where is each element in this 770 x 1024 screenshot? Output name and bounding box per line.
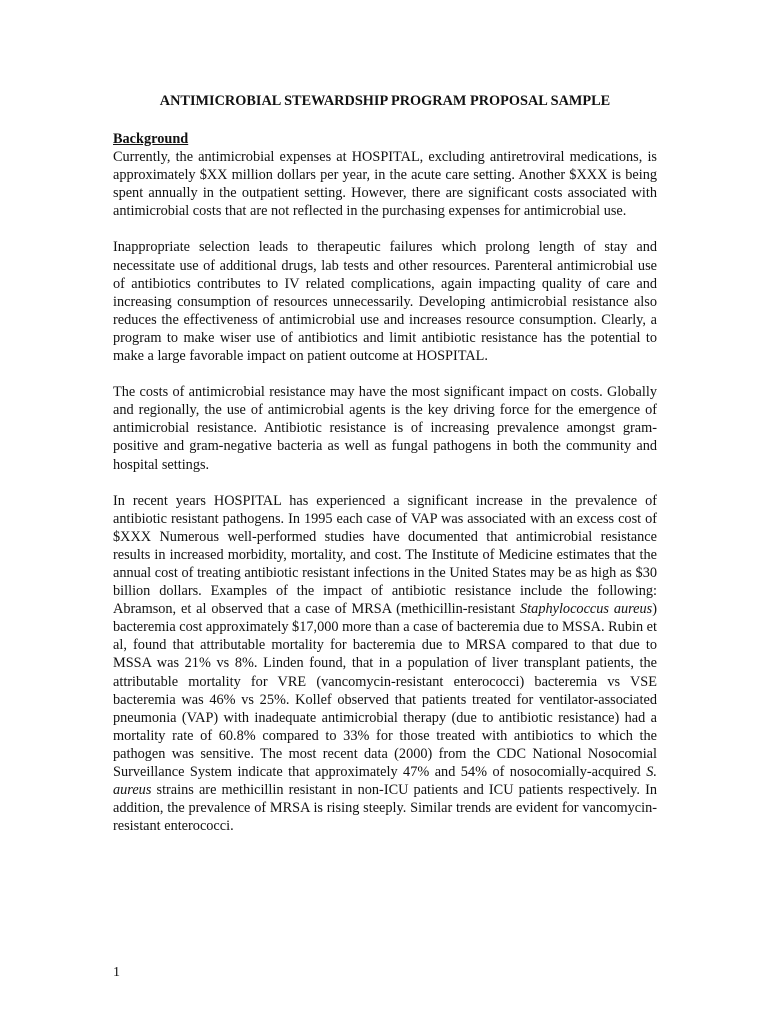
paragraph-expenses: Currently, the antimicrobial expenses at HOSPITAL, excluding antiretroviral medications, is approximately $XX million dollars per year, in the acute care setting. Another $XXX is being spent annually in the outpatient setting. However, there are significant costs associated with antimicrobial costs that are not reflected in the purchasing expenses for antimicrobial use. [113,149,657,220]
paragraph-resistance-costs: The costs of antimicrobial resistance may have the most significant impact on costs. Globally and regionally, the use of antimicrobial agents is the key driving force for the emergence of antimicrobial resistance. Antibiotic resistance is of increasing prevalence amongst gram-positive and gram-negative bacteria as well as fungal pathogens in both the community and hospital settings. [113,384,657,473]
section-heading-background: Background [113,131,189,147]
document-body [113,92,657,853]
italic-species-abbrev: S. aureus [113,764,657,799]
paragraph-hospital-resistance [113,492,657,836]
document-title: ANTIMICROBIAL STEWARDSHIP PROGRAM PROPOSAL SAMPLE [159,93,611,109]
paragraph-text-part: strains are methicillin resistant in non-ICU patients and ICU patients respectively. In addition, the prevalence of MRSA is rising steeply. Similar trends are evident for vancomycin-resistant enterococci. [113,782,657,835]
paragraph-inappropriate-selection: Inappropriate selection leads to therapeutic failures which prolong length of stay and necessitate use of additional drugs, lab tests and other resources. Parenteral antimicrobial use of antibiotics contributes to IV related complications, again impacting quality of care and increasing consumption of resources unnecessarily. Developing antimicrobial resistance also reduces the effectiveness of antimicrobial use and increases resource consumption. Clearly, a program to make wiser use of antibiotics and limit antibiotic resistance has the potential to make a large favorable impact on patient outcome at HOSPITAL. [113,239,657,365]
page-number: 1 [113,965,120,980]
italic-species-name: Staphylococcus aureus [520,601,653,618]
paragraph-text-part: ) bacteremia cost approximately $17,000 more than a case of bacteremia due to MSSA. Rubin et al, found that attributable mortality for bacteremia due to MRSA compared to that due to MSSA was 21% vs 8%. Linden found, that in a population of liver transplant patients, the attributable mortality for VRE (vancomycin-resistant enterococci) bacteremia vs VSE bacteremia was 46% vs 25%. Kollef observed that patients treated for ventilator-associated pneumonia (VAP) with inadequate antimicrobial therapy (due to antibiotic resistance) had a mortality rate of 60.8% compared to 33% for those treated with antibiotics to which the pathogen was sensitive. The most recent data (2000) from the CDC National Nosocomial Surveillance System indicate that approximately 47% and 54% of nosocomially-acquired [113,601,657,780]
paragraph-text-part: In recent years HOSPITAL has experienced a significant increase in the prevalence of antibiotic resistant pathogens. In 1995 each case of VAP was associated with an excess cost of $XXX Numerous well-performed studies have documented that antimicrobial resistance results in increased morbidity, mortality, and cost. The Institute of Medicine estimates that the annual cost of treating antibiotic resistant infections in the United States may be as high as $30 billion dollars. Examples of the impact of antibiotic resistance include the following: Abramson, et al observed that a case of MRSA (methicillin-resistant [113,492,657,618]
